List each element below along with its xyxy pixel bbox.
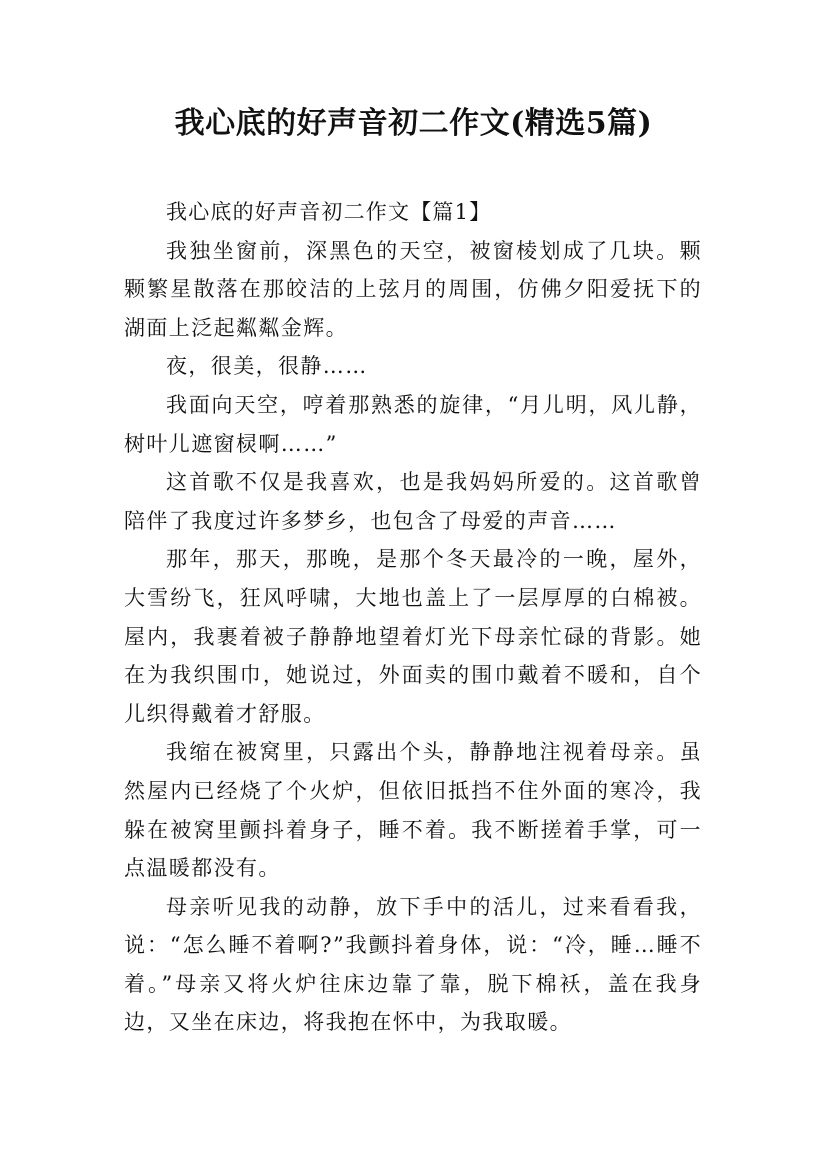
document-title: 我心底的好声音初二作文(精选5篇) bbox=[174, 106, 653, 141]
paragraph-7: 母亲听见我的动静，放下手中的活儿，过来看看我，说：“怎么睡不着啊?”我颤抖着身体，说：“冷，睡…睡不着。”母亲又将火炉往床边靠了靠，脱下棉袄，盖在我身边，又坐在床边，将我抱在怀中，为我取暖。 bbox=[124, 894, 702, 1035]
paragraph-4: 这首歌不仅是我喜欢，也是我妈妈所爱的。这首歌曾陪伴了我度过许多梦乡，也包含了母爱的声音…… bbox=[124, 470, 702, 533]
paragraph-1: 我独坐窗前，深黑色的天空，被窗棱划成了几块。颗颗繁星散落在那皎洁的上弦月的周围，仿佛夕阳爱抚下的湖面上泛起粼粼金辉。 bbox=[124, 238, 702, 340]
document-body bbox=[124, 193, 702, 1042]
paragraph-2: 夜，很美，很静…… bbox=[166, 354, 368, 379]
paragraph-3: 我面向天空，哼着那熟悉的旋律，“月儿明，风儿静，树叶儿遮窗棂啊……” bbox=[124, 392, 702, 456]
section-heading: 我心底的好声音初二作文【篇1】 bbox=[166, 200, 492, 224]
paragraph-6: 我缩在被窝里，只露出个头，静静地注视着母亲。虽然屋内已经烧了个火炉，但依旧抵挡不住外面的寒冷，我躲在被窝里颤抖着身子，睡不着。我不断搓着手掌，可一点温暖都没有。 bbox=[124, 740, 702, 881]
paragraph-5: 那年，那天，那晚，是那个冬天最冷的一晚，屋外，大雪纷飞，狂风呼啸，大地也盖上了一层厚厚的白棉被。屋内，我裹着被子静静地望着灯光下母亲忙碌的背影。她在为我织围巾，她说过，外面卖的围巾戴着不暖和，自个儿织得戴着才舒服。 bbox=[124, 547, 702, 726]
